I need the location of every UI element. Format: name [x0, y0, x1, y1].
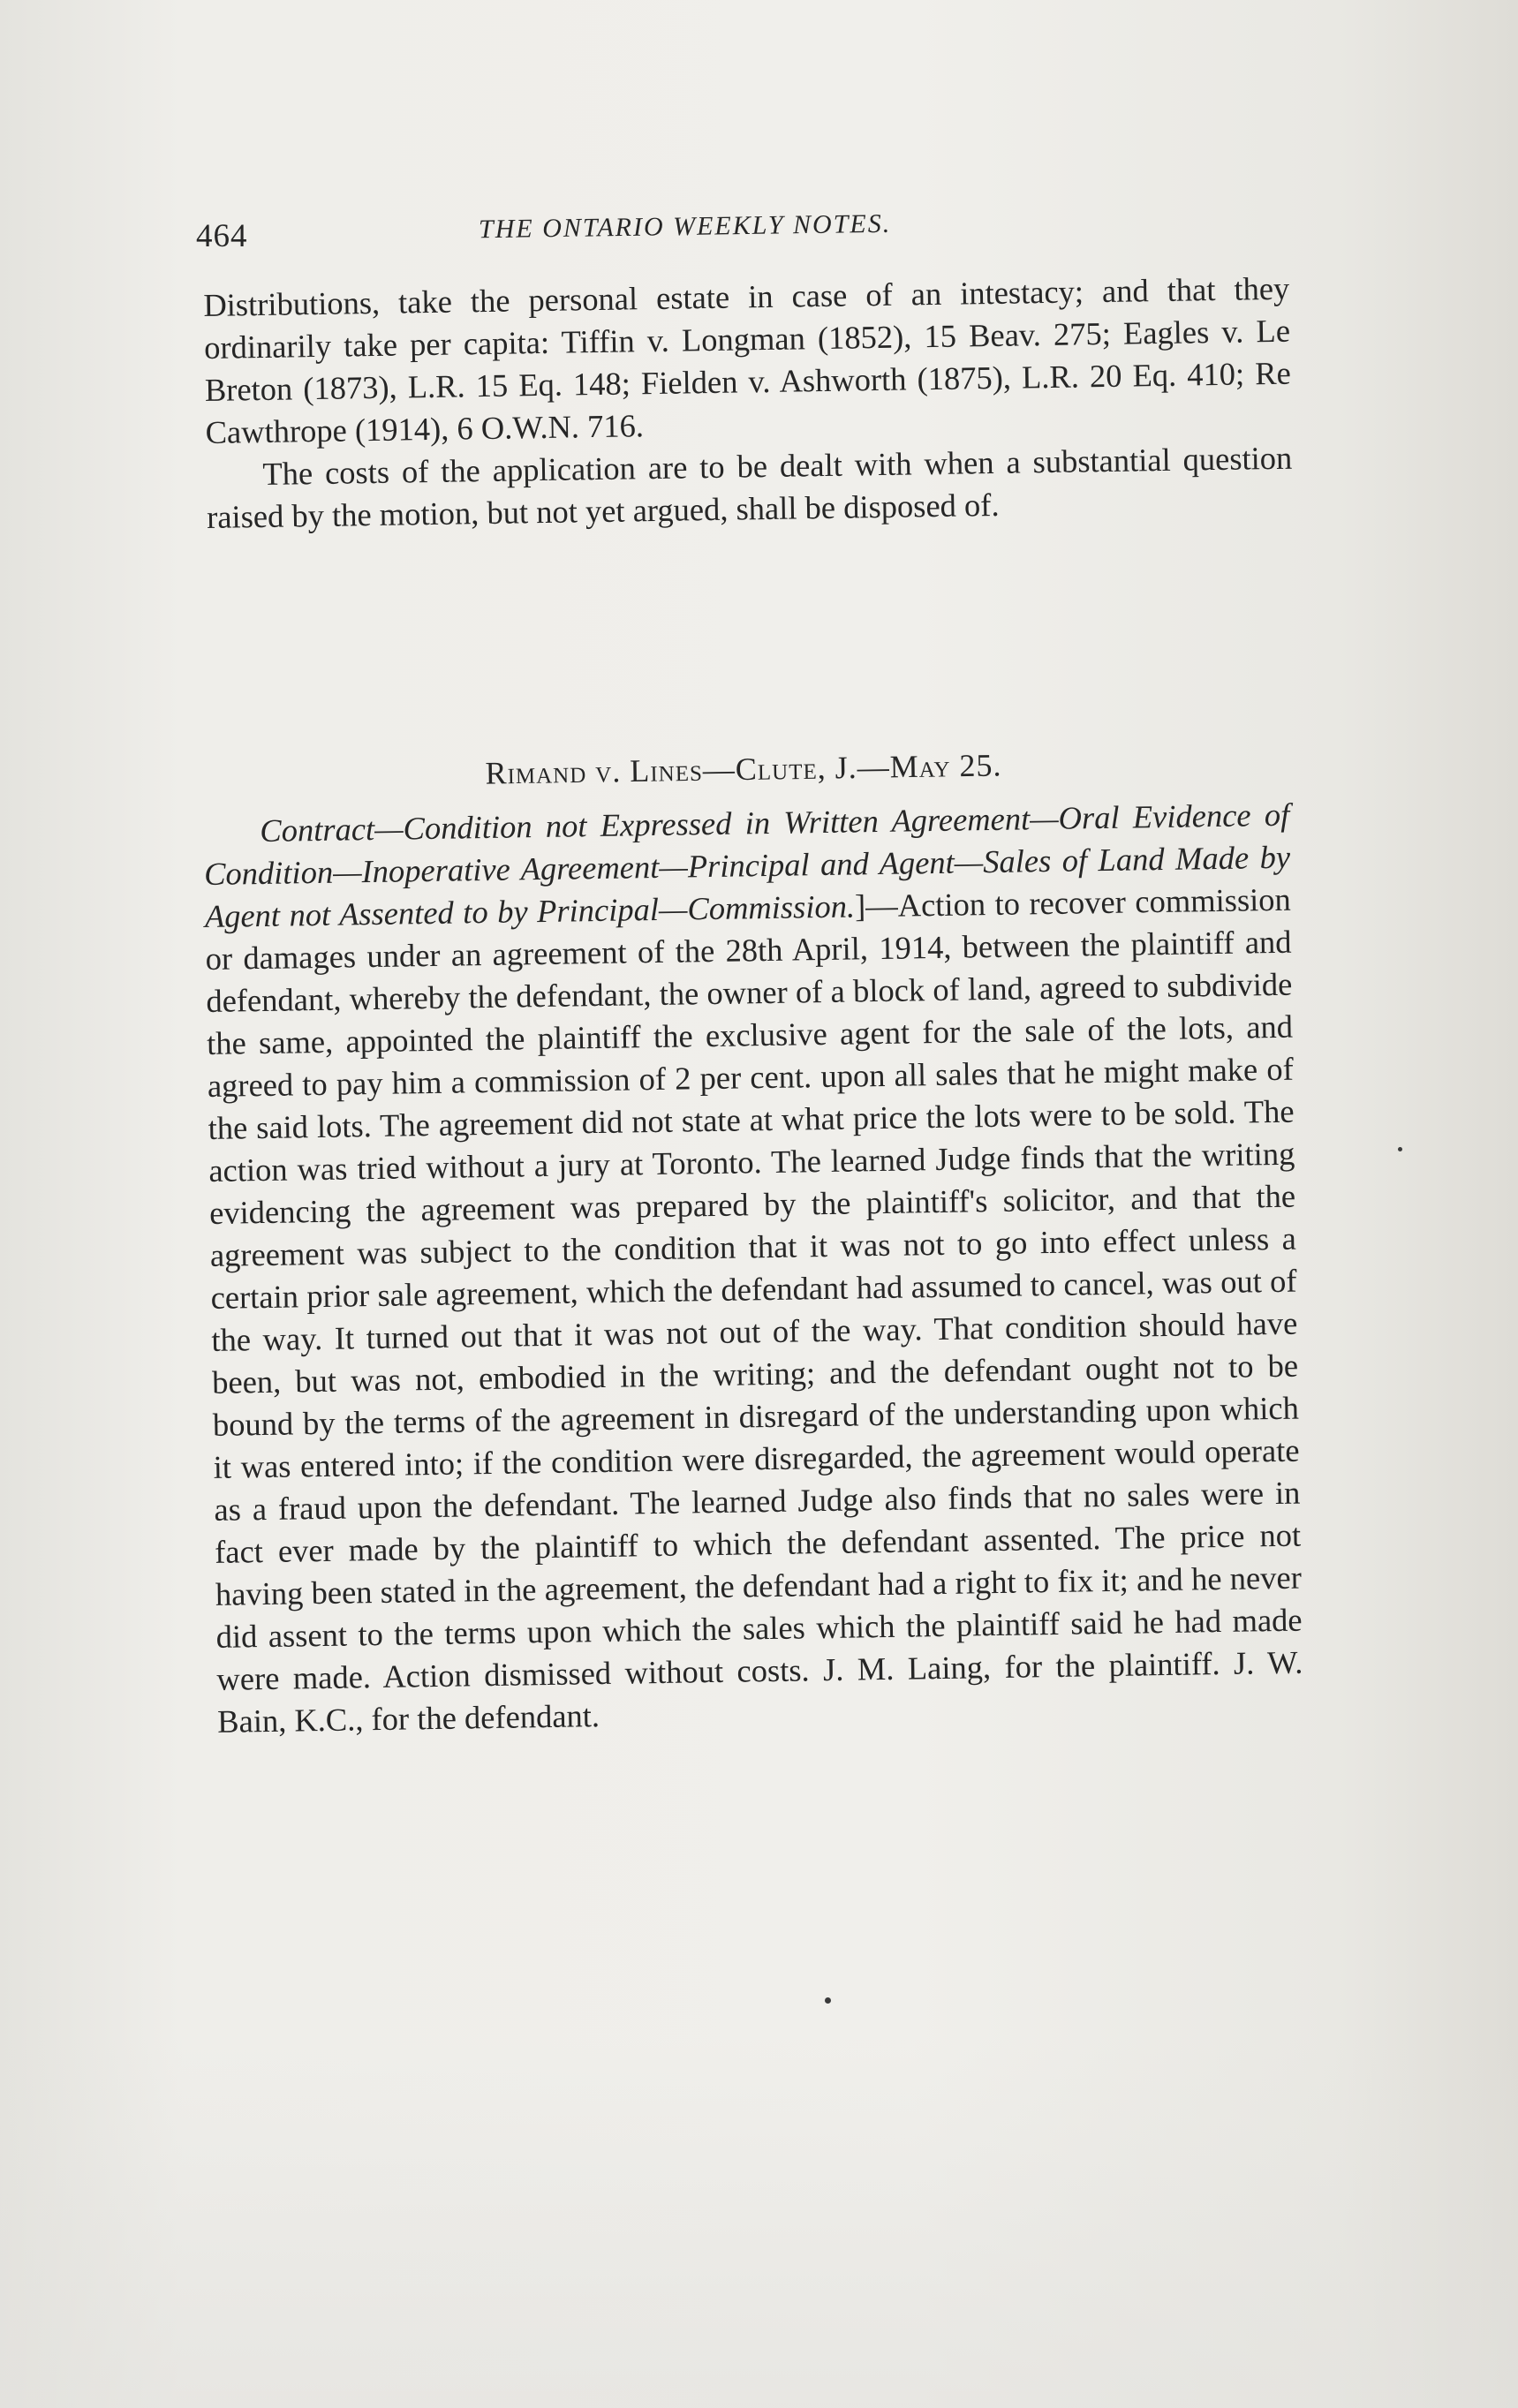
case-heading: Rimand v. Lines—Clute, J.—May 25.	[485, 747, 1002, 791]
case-catchwords: Contract—Condition not Expressed in Written Agreement—Oral Evidence of Condition—Inoperative Agreement—Principal and Agent—Sales of Land Made by Agent not Assented to by Principal—Commission.	[203, 796, 1291, 934]
ink-speck	[825, 1997, 831, 2004]
case-report	[203, 794, 1303, 1743]
case-paragraph	[203, 794, 1303, 1743]
costs-paragraph: The costs of the application are to be dealt with when a substantial question raised by the motion, but not yet argued, shall be disposed of.	[206, 439, 1293, 535]
journal-title: THE ONTARIO WEEKLY NOTES.	[478, 208, 892, 245]
page-number: 464	[196, 218, 248, 254]
case-body: ]—Action to recover commission or damages under an agreement of the 28th April, 1914, between the plaintiff and defendant, whereby the defendant, the owner of a block of land, agreed to subdivide the same, appointed the plaintiff the exclusive agent for the sale of the lots, and agreed to pay him a commission of 2 per cent. upon all sales that he might make of the said lots. The agreement did not state at what price the lots were to be sold. The action was tried without a jury at Toronto. The learned Judge finds that the writing evidencing the agreement was prepared by the plaintiff's solicitor, and that the agreement was subject to the condition that it was not to go into effect unless a certain prior sale agreement, which the defendant had assumed to cancel, was out of the way. It turned out that it was not out of the way. That condition should have been, but was not, embodied in the writing; and the defendant ought not to be bound by the terms of the agreement in disregard of the understanding upon which it was entered into; if the condition were disregarded, the agreement would operate as a fraud upon the defendant. The learned Judge also finds that no sales were in fact ever made by the plaintiff to which the defendant assented. The price not having been stated in the agreement, the defendant had a right to fix it; and he never did assent to the terms upon which the sales which the plaintiff said he had made were made. Action dismissed without costs. J. M. Laing, for the plaintiff. J. W. Bain, K.C., for the defendant.	[205, 880, 1303, 1740]
continued-text	[203, 268, 1293, 539]
continued-paragraph: Distributions, take the personal estate in case of an intestacy; and that they ordinarily take per capita: Tiffin v. Longman (1852), 15 Beav. 275; Eagles v. Le Breton (1873), L.R. 15 Eq. 148; Fielden v. Ashworth (1875), L.R. 20 Eq. 410; Re Cawthrope (1914), 6 O.W.N. 716.	[203, 269, 1292, 450]
running-head	[196, 208, 1291, 265]
ink-speck	[1398, 1147, 1402, 1151]
